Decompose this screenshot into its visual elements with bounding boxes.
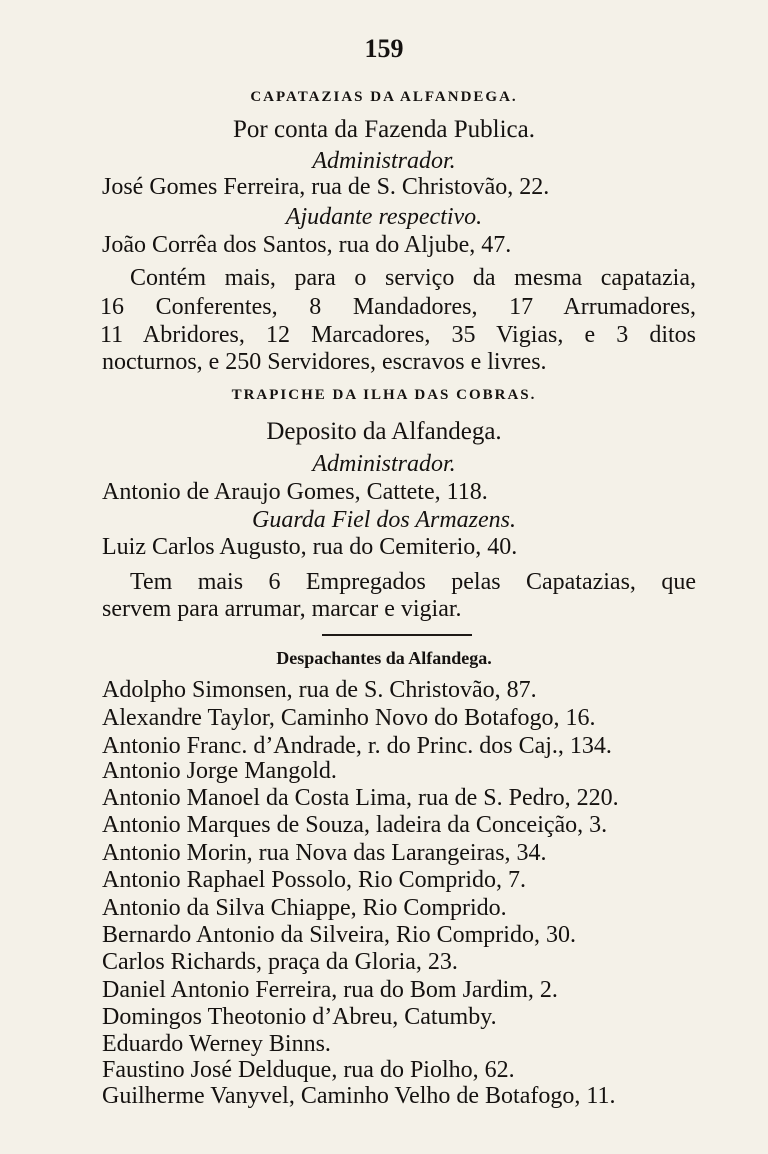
- list-item: Antonio Marques de Souza, ladeira da Conceição, 3.: [102, 812, 608, 838]
- list-item: Daniel Antonio Ferreira, rua do Bom Jardim, 2.: [102, 977, 558, 1003]
- section-subtitle-deposito: Deposito da Alfandega.: [266, 418, 502, 445]
- list-item: Domingos Theotonio d’Abreu, Catumby.: [102, 1004, 497, 1030]
- list-item: Antonio Manoel da Costa Lima, rua de S. Pedro, 220.: [102, 785, 619, 811]
- list-item: Antonio Jorge Mangold.: [102, 758, 337, 784]
- role-guarda-fiel: Guarda Fiel dos Armazens.: [252, 507, 516, 533]
- list-item: Antonio Franc. d’Andrade, r. do Princ. dos Caj., 134.: [102, 733, 612, 759]
- note-line: 16 Conferentes, 8 Mandadores, 17 Arrumadores,: [100, 294, 696, 320]
- list-item: Adolpho Simonsen, rua de S. Christovão, 87.: [102, 677, 537, 703]
- list-item: Carlos Richards, praça da Gloria, 23.: [102, 949, 458, 975]
- list-item: Guilherme Vanyvel, Caminho Velho de Botafogo, 11.: [102, 1083, 616, 1109]
- list-item: Faustino José Delduque, rua do Piolho, 62.: [102, 1057, 515, 1083]
- entry-administrador: Antonio de Araujo Gomes, Cattete, 118.: [102, 479, 488, 505]
- list-item: Bernardo Antonio da Silveira, Rio Comprido, 30.: [102, 922, 576, 948]
- role-administrador: Administrador.: [312, 451, 456, 477]
- entry-administrador: José Gomes Ferreira, rua de S. Christovão, 22.: [102, 174, 550, 200]
- section-subtitle-fazenda: Por conta da Fazenda Publica.: [233, 116, 535, 143]
- section-heading-trapiche: TRAPICHE DA ILHA DAS COBRAS.: [231, 387, 537, 403]
- section-heading-capatazias: CAPATAZIAS DA ALFANDEGA.: [250, 89, 518, 105]
- entry-ajudante: João Corrêa dos Santos, rua do Aljube, 47.: [102, 232, 512, 258]
- list-item: Alexandre Taylor, Caminho Novo do Botafogo, 16.: [102, 705, 596, 731]
- list-item: Antonio da Silva Chiappe, Rio Comprido.: [102, 895, 507, 921]
- note-line: Tem mais 6 Empregados pelas Capatazias, que: [130, 569, 696, 595]
- entry-guarda-fiel: Luiz Carlos Augusto, rua do Cemiterio, 40.: [102, 534, 518, 560]
- page-number: 159: [364, 34, 404, 63]
- note-line: nocturnos, e 250 Servidores, escravos e livres.: [102, 349, 547, 375]
- list-item: Antonio Morin, rua Nova das Larangeiras, 34.: [102, 840, 547, 866]
- note-line: 11 Abridores, 12 Marcadores, 35 Vigias, e 3 ditos: [100, 322, 696, 348]
- note-line: Contém mais, para o serviço da mesma capatazia,: [130, 265, 696, 291]
- role-ajudante: Ajudante respectivo.: [285, 204, 483, 230]
- section-divider: [322, 634, 472, 636]
- note-line: servem para arrumar, marcar e vigiar.: [102, 596, 462, 622]
- role-administrador: Administrador.: [312, 148, 456, 174]
- list-item: Eduardo Werney Binns.: [102, 1031, 331, 1057]
- list-item: Antonio Raphael Possolo, Rio Comprido, 7.: [102, 867, 527, 893]
- section-heading-despachantes: Despachantes da Alfandega.: [276, 648, 492, 668]
